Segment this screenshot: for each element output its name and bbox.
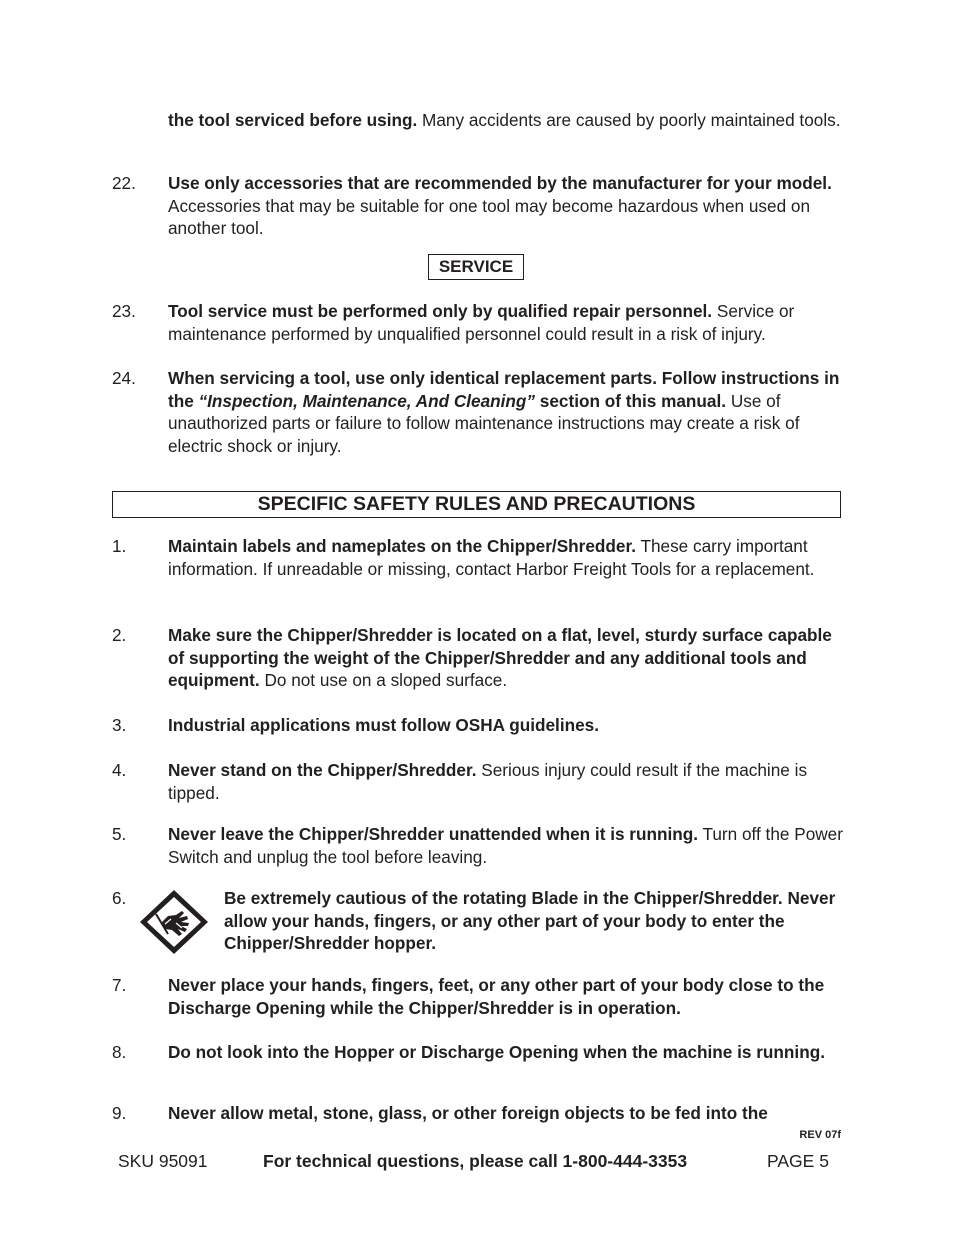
item-23-number: 23.: [112, 301, 136, 321]
item-24-paragraph: [168, 367, 844, 457]
item-23-paragraph: [168, 300, 844, 345]
rule-2-number: 2.: [112, 625, 127, 645]
item-22-bold: Use only accessories that are recommended by the manufacturer for your model.: [168, 173, 832, 193]
rule-1-bold: Maintain labels and nameplates on the Chipper/Shredder.: [168, 536, 636, 556]
rule-8-bold: Do not look into the Hopper or Discharge Opening when the machine is running.: [168, 1042, 825, 1062]
rule-4-number: 4.: [112, 760, 127, 780]
rule-4-text: Serious injury could result if the machine is tipped.: [168, 760, 808, 803]
rule-3-number: 3.: [112, 715, 127, 735]
item-22-paragraph: [168, 172, 844, 240]
rule-8-paragraph: [168, 1041, 844, 1064]
sku-label: SKU 95091: [118, 1151, 208, 1171]
rule-5-paragraph: [168, 823, 844, 868]
item-23-text: Service or maintenance performed by unqualified personnel could result in a risk of injury.: [168, 301, 795, 344]
revision-label: REV 07f: [799, 1129, 841, 1141]
rule-1-number: 1.: [112, 536, 127, 556]
rule-6-number: 6.: [112, 888, 127, 908]
rule-7-bold: Never place your hands, fingers, feet, or any other part of your body close to the Discharge Opening while the Chipper/Shredder is in operation.: [168, 975, 825, 1018]
continued-paragraph: [168, 109, 844, 132]
rule-2-paragraph: [168, 624, 844, 692]
item-24-italic-reference: “Inspection, Maintenance, And Cleaning”: [198, 390, 536, 411]
item-24-bold-1: When servicing a tool, use only identical replacement parts. Follow instructions in the: [168, 368, 840, 411]
rule-3-paragraph: [168, 714, 844, 737]
rule-2-bold: Make sure the Chipper/Shredder is located on a flat, level, sturdy surface capable of supporting the weight of the Chipper/Shredder and any additional tools and equipment.: [168, 625, 832, 691]
support-phone-text: For technical questions, please call 1-800-444-3353: [263, 1151, 688, 1171]
rule-6-bold: Be extremely cautious of the rotating Blade in the Chipper/Shredder. Never allow your hands, fingers, or any other part of your body to enter the Chipper/Shredder hopper.: [224, 888, 836, 954]
hand-cut-warning-icon: [138, 888, 210, 956]
rule-9-paragraph: [168, 1102, 844, 1125]
rule-1-paragraph: [168, 535, 844, 580]
rule-9-bold: Never allow metal, stone, glass, or other foreign objects to be fed into the: [168, 1103, 768, 1123]
continued-bold: the tool serviced before using.: [168, 110, 418, 130]
rule-5-text: Turn off the Power Switch and unplug the tool before leaving.: [168, 824, 843, 867]
item-23-bold: Tool service must be performed only by qualified repair personnel.: [168, 301, 713, 321]
rule-2-text: Do not use on a sloped surface.: [259, 670, 508, 691]
item-22-number: 22.: [112, 173, 136, 193]
rule-7-paragraph: [168, 974, 844, 1019]
item-24-text: Use of unauthorized parts or failure to follow maintenance instructions may create a risk of electric shock or injury.: [168, 390, 800, 456]
item-22-text: Accessories that may be suitable for one tool may become hazardous when used on another tool.: [168, 195, 811, 239]
item-24-bold-2: section of this manual.: [535, 390, 727, 411]
rule-1-text: These carry important information. If unreadable or missing, contact Harbor Freight Tools for a replacement.: [168, 536, 815, 579]
rule-9-number: 9.: [112, 1103, 127, 1123]
service-heading: SERVICE: [428, 254, 524, 280]
page-number: PAGE 5: [767, 1151, 829, 1171]
rule-7-number: 7.: [112, 975, 127, 995]
rule-8-number: 8.: [112, 1042, 127, 1062]
rule-6-paragraph: [224, 887, 844, 955]
rule-4-bold: Never stand on the Chipper/Shredder.: [168, 760, 477, 780]
rule-4-paragraph: [168, 759, 844, 804]
rule-5-number: 5.: [112, 824, 127, 844]
rule-3-bold: Industrial applications must follow OSHA guidelines.: [168, 715, 600, 735]
item-24-number: 24.: [112, 368, 136, 388]
rule-5-bold: Never leave the Chipper/Shredder unattended when it is running.: [168, 824, 699, 844]
section-heading: SPECIFIC SAFETY RULES AND PRECAUTIONS: [112, 491, 841, 518]
continued-text: Many accidents are caused by poorly maintained tools.: [417, 110, 841, 130]
